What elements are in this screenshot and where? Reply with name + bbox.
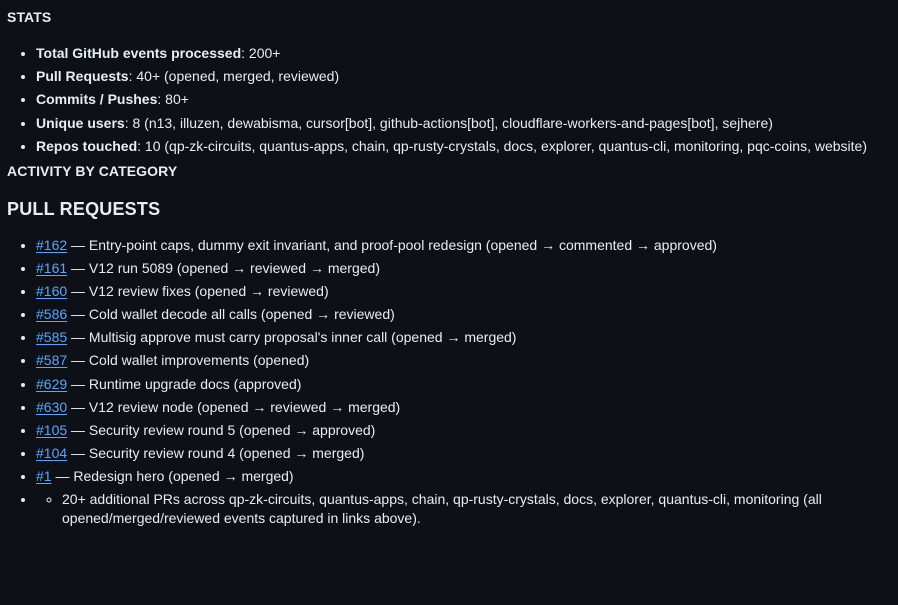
stat-value: : 80+ <box>157 91 189 108</box>
pr-link[interactable]: #586 <box>36 306 68 323</box>
stat-item-commits <box>36 90 891 109</box>
stat-value: : 40+ (opened, merged, reviewed) <box>128 68 340 85</box>
pr-link[interactable]: #161 <box>36 260 68 277</box>
pr-description: — Runtime upgrade docs (approved) <box>67 375 302 392</box>
pr-link[interactable]: #587 <box>36 352 68 369</box>
stats-list <box>7 44 891 156</box>
list-item <box>36 305 891 324</box>
pr-link[interactable]: #104 <box>36 444 68 461</box>
stat-label: Unique users <box>36 114 125 131</box>
stat-value: : 8 (n13, illuzen, dewabisma, cursor[bot], github-actions[bot], cloudflare-workers-and-pages[bot], sejhere) <box>124 114 773 131</box>
pr-description: — V12 review node (opened → reviewed → merged) <box>67 398 401 415</box>
stat-label: Repos touched <box>36 138 138 155</box>
pr-link[interactable]: #585 <box>36 329 68 346</box>
pr-link[interactable]: #160 <box>36 283 68 300</box>
list-item <box>36 236 891 255</box>
list-item <box>36 282 891 301</box>
pr-link[interactable]: #162 <box>36 237 68 254</box>
pull-request-list <box>7 236 891 528</box>
list-item <box>36 444 891 463</box>
pr-link[interactable]: #630 <box>36 398 68 415</box>
stat-label: Pull Requests <box>36 68 129 85</box>
additional-prs-sublist <box>36 490 891 528</box>
list-item <box>36 259 891 278</box>
stat-label: Total GitHub events processed <box>36 44 242 61</box>
stat-value: : 10 (qp-zk-circuits, quantus-apps, chain, qp-rusty-crystals, docs, explorer, quantus-cli, monitoring, pqc-coins, website) <box>137 138 867 155</box>
pr-description: — Cold wallet decode all calls (opened → reviewed) <box>67 306 395 323</box>
activity-heading: ACTIVITY BY CATEGORY <box>7 162 178 179</box>
pr-description: — Multisig approve must carry proposal's inner call (opened → merged) <box>67 329 517 346</box>
list-item-additional <box>36 490 891 528</box>
list-item <box>36 398 891 417</box>
pr-link[interactable]: #629 <box>36 375 68 392</box>
stat-value: : 200+ <box>241 44 281 61</box>
stat-item-repos <box>36 137 891 156</box>
list-item <box>36 351 891 370</box>
pr-description: — Security review round 4 (opened → merged) <box>67 444 365 461</box>
list-item <box>36 375 891 394</box>
stat-item-users <box>36 114 891 133</box>
pr-description: — V12 review fixes (opened → reviewed) <box>67 283 329 300</box>
pr-link[interactable]: #1 <box>36 467 52 484</box>
pr-description: — V12 run 5089 (opened → reviewed → merged) <box>67 260 380 277</box>
pr-description: — Redesign hero (opened → merged) <box>51 467 294 484</box>
stat-item-events <box>36 44 891 63</box>
pr-link[interactable]: #105 <box>36 421 68 438</box>
stats-heading: STATS <box>7 9 52 25</box>
pr-description: — Entry-point caps, dummy exit invariant, and proof-pool redesign (opened → commented → approved) <box>67 237 717 254</box>
list-item <box>36 421 891 440</box>
pull-requests-heading: PULL REQUESTS <box>7 198 161 219</box>
additional-prs-note: ◦ • 20+ additional PRs across qp-zk-circuits, quantus-apps, chain, qp-rusty-crystals, docs, explorer, quantus-cli, monitoring (all opened/merged/reviewed events captured in links above). <box>62 490 891 528</box>
pr-description: — Cold wallet improvements (opened) <box>67 352 310 369</box>
list-item <box>36 467 891 486</box>
list-item <box>36 328 891 347</box>
stat-label: Commits / Pushes <box>36 91 158 108</box>
stat-item-pull-requests <box>36 67 891 86</box>
pr-description: — Security review round 5 (opened → approved) <box>67 421 376 438</box>
